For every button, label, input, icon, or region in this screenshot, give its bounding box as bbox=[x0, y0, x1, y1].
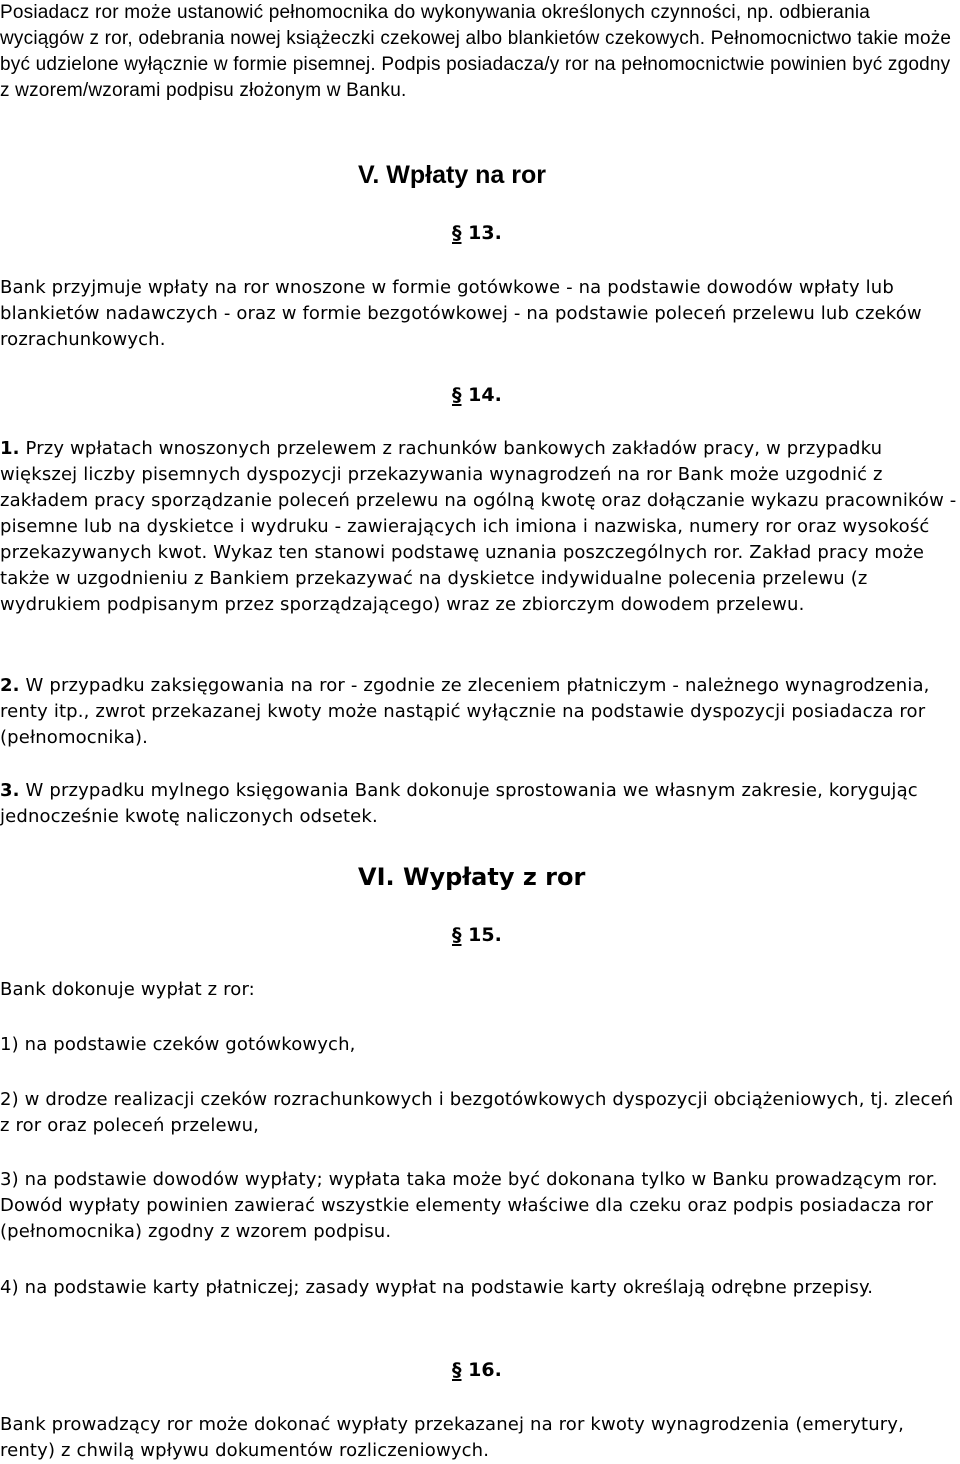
section-14-item-3-number: 3. bbox=[0, 780, 20, 801]
section-14-item-3-text: W przypadku mylnego księgowania Bank dokonuje sprostowania we własnym zakresie, korygując jednocześnie kwotę naliczonych odsetek. bbox=[0, 780, 918, 827]
section-15-item-4: 4) na podstawie karty płatniczej; zasady wypłat na podstawie karty określają odrębne przepisy. bbox=[0, 1277, 874, 1298]
section-14-sign: § bbox=[452, 384, 462, 406]
section-13-heading bbox=[452, 220, 502, 246]
chapter-v-heading: V. Wpłaty na ror bbox=[358, 161, 547, 189]
section-15-number: 15. bbox=[468, 924, 502, 946]
section-14-number: 14. bbox=[468, 384, 502, 406]
section-15-heading bbox=[452, 922, 502, 948]
section-14-item-1 bbox=[0, 436, 958, 618]
section-15-sign: § bbox=[452, 924, 462, 946]
section-14-item-2-text: W przypadku zaksięgowania na ror - zgodnie ze zleceniem płatniczym - należnego wynagrodzenia, renty itp., zwrot przekazanej kwoty może nastąpić wyłącznie na podstawie dyspozycji posiadacza ror (pełnomocnika). bbox=[0, 675, 930, 748]
section-15-item-1: 1) na podstawie czeków gotówkowych, bbox=[0, 1034, 356, 1055]
section-16-number: 16. bbox=[468, 1359, 502, 1381]
section-13-paragraph: Bank przyjmuje wpłaty na ror wnoszone w formie gotówkowe - na podstawie dowodów wpłaty lub blankietów nadawczych - oraz w formie bezgotówkowej - na podstawie poleceń przelewu lub czeków rozrachunkowych. bbox=[0, 277, 922, 350]
section-14-item-3 bbox=[0, 778, 958, 830]
intro-paragraph: Posiadacz ror może ustanowić pełnomocnika do wykonywania określonych czynności, np. odbierania wyciągów z ror, odebrania nowej książeczki czekowej albo blankietów czekowych. Pełnomocnictwo takie może być udzielone wyłącznie w formie pisemnej. Podpis posiadacza/y ror na pełnomocnictwie powinien być zgodny z wzorem/wzorami podpisu złożonym w Banku. bbox=[0, 2, 952, 101]
section-15-item-3: 3) na podstawie dowodów wypłaty; wypłata taka może być dokonana tylko w Banku prowadzącym ror. Dowód wypłaty powinien zawierać wszystkie elementy właściwe dla czeku oraz podpis posiadacza ror (pełnomocnika) zgodny z wzorem podpisu. bbox=[0, 1169, 938, 1242]
section-14-item-1-text: Przy wpłatach wnoszonych przelewem z rachunków bankowych zakładów pracy, w przypadku większej liczby pisemnych dyspozycji przekazywania wynagrodzeń na ror Bank może uzgodnić z zakładem pracy sporządzanie poleceń przelewu na ogólną kwotę oraz dołączanie wykazu pracowników - pisemne lub na dyskietce i wydruku - zawierających ich imiona i nazwiska, numery ror oraz wysokość przekazywanych kwot. Wykaz ten stanowi podstawę uznania poszczególnych ror. Zakład pracy może także w uzgodnieniu z Bankiem przekazywać na dyskietce indywidualne polecenia przelewu (z wydrukiem podpisanym przez sporządzającego) wraz ze zbiorczym dowodem przelewu. bbox=[0, 438, 957, 615]
section-15-item-2: 2) w drodze realizacji czeków rozrachunkowych i bezgotówkowych dyspozycji obciążeniowych, tj. zleceń z ror oraz poleceń przelewu, bbox=[0, 1089, 954, 1136]
section-13-number: 13. bbox=[468, 222, 502, 244]
section-16-sign: § bbox=[452, 1359, 462, 1381]
section-14-item-1-number: 1. bbox=[0, 438, 20, 459]
section-14-item-2 bbox=[0, 673, 958, 751]
section-14-item-2-number: 2. bbox=[0, 675, 20, 696]
section-16-paragraph: Bank prowadzący ror może dokonać wypłaty przekazanej na ror kwoty wynagrodzenia (emerytury, renty) z chwilą wpływu dokumentów rozliczeniowych. bbox=[0, 1414, 904, 1461]
section-16-heading bbox=[452, 1357, 502, 1383]
section-15-lead: Bank dokonuje wypłat z ror: bbox=[0, 979, 255, 1000]
section-14-heading bbox=[452, 382, 502, 408]
chapter-vi-heading: VI. Wypłaty z ror bbox=[358, 863, 586, 891]
section-13-sign: § bbox=[452, 222, 462, 244]
